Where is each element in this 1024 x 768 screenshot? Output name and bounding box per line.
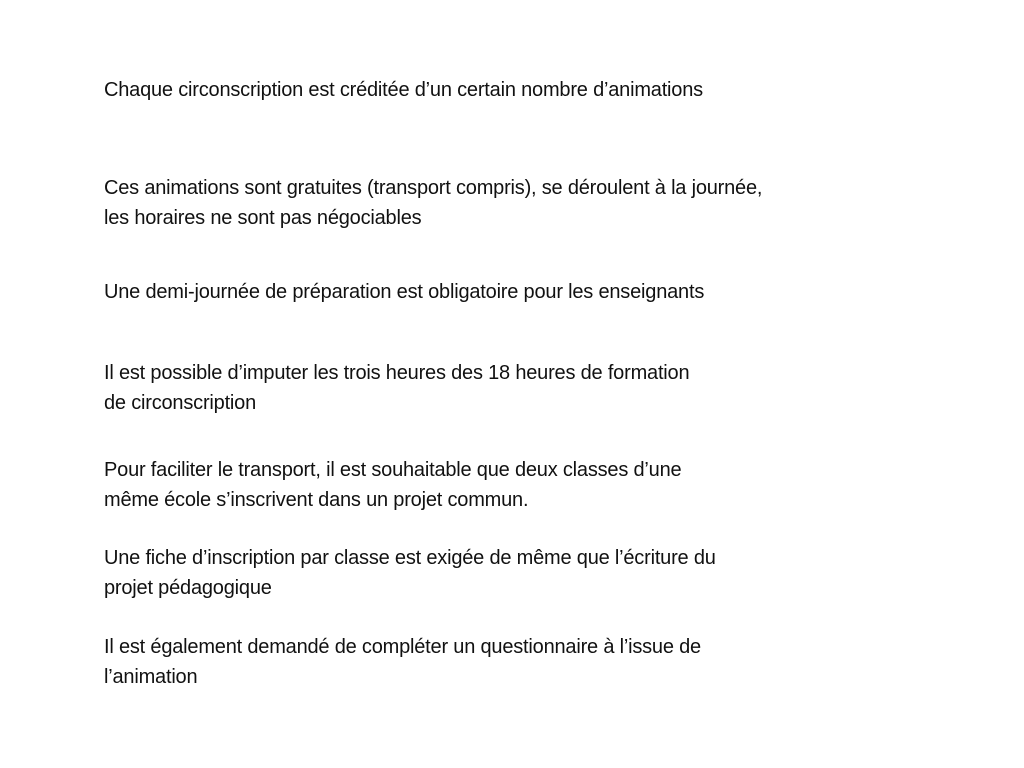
text-line: Chaque circonscription est créditée d’un certain nombre d’animations <box>104 79 703 101</box>
paragraph-free-animations <box>104 173 924 233</box>
text-line: l’animation <box>104 666 198 688</box>
text-line: même école s’inscrivent dans un projet commun. <box>104 489 529 511</box>
text-line: de circonscription <box>104 392 257 414</box>
paragraph-questionnaire <box>104 632 924 692</box>
text-line: Il est possible d’imputer les trois heures des 18 heures de formation <box>104 362 690 384</box>
paragraph-credited-animations <box>104 75 924 105</box>
paragraph-transport <box>104 455 924 515</box>
paragraph-preparation <box>104 277 924 307</box>
text-line: Ces animations sont gratuites (transport compris), se déroulent à la journée, <box>104 177 763 199</box>
paragraph-registration-form <box>104 543 924 603</box>
text-line: Pour faciliter le transport, il est souhaitable que deux classes d’une <box>104 459 682 481</box>
text-line: Une demi-journée de préparation est obligatoire pour les enseignants <box>104 281 705 303</box>
text-line: les horaires ne sont pas négociables <box>104 207 422 229</box>
text-line: Il est également demandé de compléter un questionnaire à l’issue de <box>104 636 701 658</box>
text-line: Une fiche d’inscription par classe est exigée de même que l’écriture du <box>104 547 716 569</box>
text-line: projet pédagogique <box>104 577 272 599</box>
paragraph-training-hours <box>104 358 924 418</box>
